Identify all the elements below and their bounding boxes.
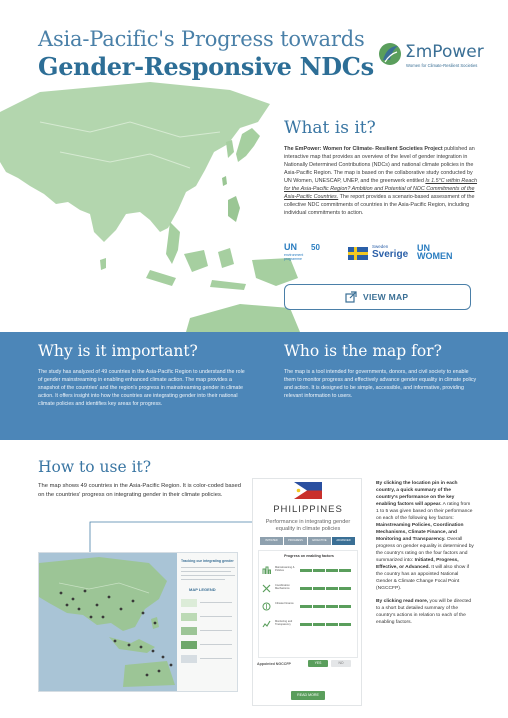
philippines-flag-icon [294,482,322,499]
enabling-factors-title: Progress on enabling factors [284,554,334,558]
legend-swatch-initiated [181,599,197,607]
un-women-logo [417,244,479,262]
thumbnail-panel-title: Tracking our integrating gender [181,559,234,563]
instructions-paragraph [376,480,474,626]
partner-logos [284,242,480,262]
nccfp-no: NO [331,660,351,667]
unep-logo-subtext: environment programme [284,253,304,261]
project-name: The EmPower: Women for Climate- Resilient Societies Project [284,146,443,152]
sweden-logo [348,244,410,262]
country-name: PHILIPPINES [273,504,343,515]
un-women-line-1: UN [417,243,430,253]
empower-leaf-icon [378,40,402,68]
logo-name: ΣmPower [405,42,484,62]
instr-bold-1: By clicking the location pin in each country, a quick summary of the country's performance on the key enabling factors will appear. [376,481,458,507]
thumbnail-map [39,553,177,692]
who-heading: Who is the map for? [284,342,442,360]
level-advanced: ADVANCED [332,537,355,545]
unep-logo [284,242,332,262]
what-is-it-paragraph [284,145,479,217]
empower-logo [378,40,498,74]
title-line-2: Gender-Responsive NDCs [38,52,374,81]
sweden-small-text: Sweden [372,244,389,249]
instr-text-d: you will be directed to a short but detailed summary of the country's actions in relation to each of the enabling factors. [376,599,472,625]
instr-text-a: A rating from 1 to 5 was given based on their performance on each of the following key factors: [376,502,473,521]
what-is-it-heading: What is it? [284,118,376,138]
nccfp-yes: YES [308,660,328,667]
factor-name: Coordination Mechanisms [275,584,290,591]
view-map-label: VIEW MAP [363,292,409,302]
legend-swatch-no-data [181,655,197,663]
country-summary-card [252,478,362,706]
external-link-icon [345,291,357,303]
factor-row [262,565,357,577]
level-progress: PROGRESS [284,537,307,545]
un-women-line-2: WOMEN [417,251,453,261]
factor-row [262,583,357,595]
how-paragraph: The map shows 49 countries in the Asia-Pacific Region. It is color-coded based on the countries' progress on integrating gender in their climate policies. [38,483,241,498]
report-link[interactable]: Is 1.5°C within Reach for the Asia-Pacific Region? Ambition and Potential of NDC Commitments of the Asia-Pacific Countries. [284,178,478,200]
what-text-2: The report provides a scenario-based assessment of the collective NDC commitments of countries in the Asia-Pacific Region, including individual commitments to action. [284,194,475,216]
instr-bold-2: Mainstreaming Policies, Coordination Mechanisms, Climate Finance, and Monitoring and Transparency. [376,523,464,542]
instr-text-c: It will also show if the country has an appointed National Gender & Climate Change Focal Point (NGCCFP). [376,565,470,591]
factor-name: Climate Finance [275,602,294,605]
connector-arrow [88,510,268,554]
how-heading: How to use it? [38,458,152,476]
instr-bold-3: Initiated, Progress, Effective, or Advanced. [376,558,459,570]
policy-icon [262,566,271,575]
logo-tagline: Women for Climate-Resilient Societies [406,63,478,68]
factor-name: Monitoring and Transparency [275,620,293,627]
instr-bold-4: By clicking read more, [376,599,429,604]
thumbnail-legend-panel [177,553,238,692]
legend-swatch-effective [181,627,197,635]
enabling-factors-box [258,550,358,658]
country-subtitle: Performance in integrating gender equality in climate policies [265,519,351,532]
factor-name: Mainstreaming & Policies [275,566,295,573]
factor-row [262,601,357,613]
what-text-1: published an interactive map that provides an overview of the level of gender integration in Nationally Determined Contributions (NDCs) and national climate policies in the Asia-Pacific Region. The map is based on the collaborative study conducted by UN Women, UNESCAP, UNEP, and the greenwerk entitled [284,146,475,184]
instructions-p1 [376,480,474,592]
instr-text-b: Overall progress on gender equality is determined by the country's rating on the four factors and summarized into: [376,537,474,563]
title-line-1: Asia-Pacific's Progress towards [38,27,365,51]
level-initiated: INITIATED [260,537,283,545]
level-effective: EFFECTIVE [308,537,331,545]
sweden-flag-icon [348,247,368,260]
coordination-icon [262,584,271,593]
unep-50-mark: 50 [311,243,320,252]
legend-swatch-progress [181,613,197,621]
map-legend-title: MAP LEGEND [189,587,216,592]
nccfp-label: Appointed NGCCFP [257,662,291,666]
factor-row [262,619,357,631]
why-paragraph: The study has analyzed of 49 countries in the Asia-Pacific Region to understand the role of gender mainstreaming in enabling enhanced climate action. The map provides a snapshot of the countries' and the region's progress in mainstreaming gender in climate action. It offers insight into how the countries are integrating gender into their national climate policies and identifies key areas for progress. [38,369,245,407]
legend-swatch-advanced [181,641,197,649]
view-map-button[interactable] [284,284,471,310]
unep-logo-text: UN [284,242,297,252]
monitoring-icon [262,620,271,629]
asia-pacific-map-background [0,82,300,332]
finance-icon [262,602,271,611]
thumbnail-map-shapes [39,553,177,692]
read-more-button[interactable]: READ MORE [291,691,325,700]
why-heading: Why is it important? [38,342,198,360]
performance-level-bar [260,537,356,545]
map-screenshot-thumbnail [38,552,238,692]
who-paragraph: The map is a tool intended for governments, donors, and civil society to enable them to monitor progress and effectively advance gender equality in climate policy and action. It is designed to be simple, accessible, and informative, providing relevant information to users. [284,369,477,399]
sweden-large-text: Sverige [372,249,409,260]
instructions-p2 [376,598,474,626]
